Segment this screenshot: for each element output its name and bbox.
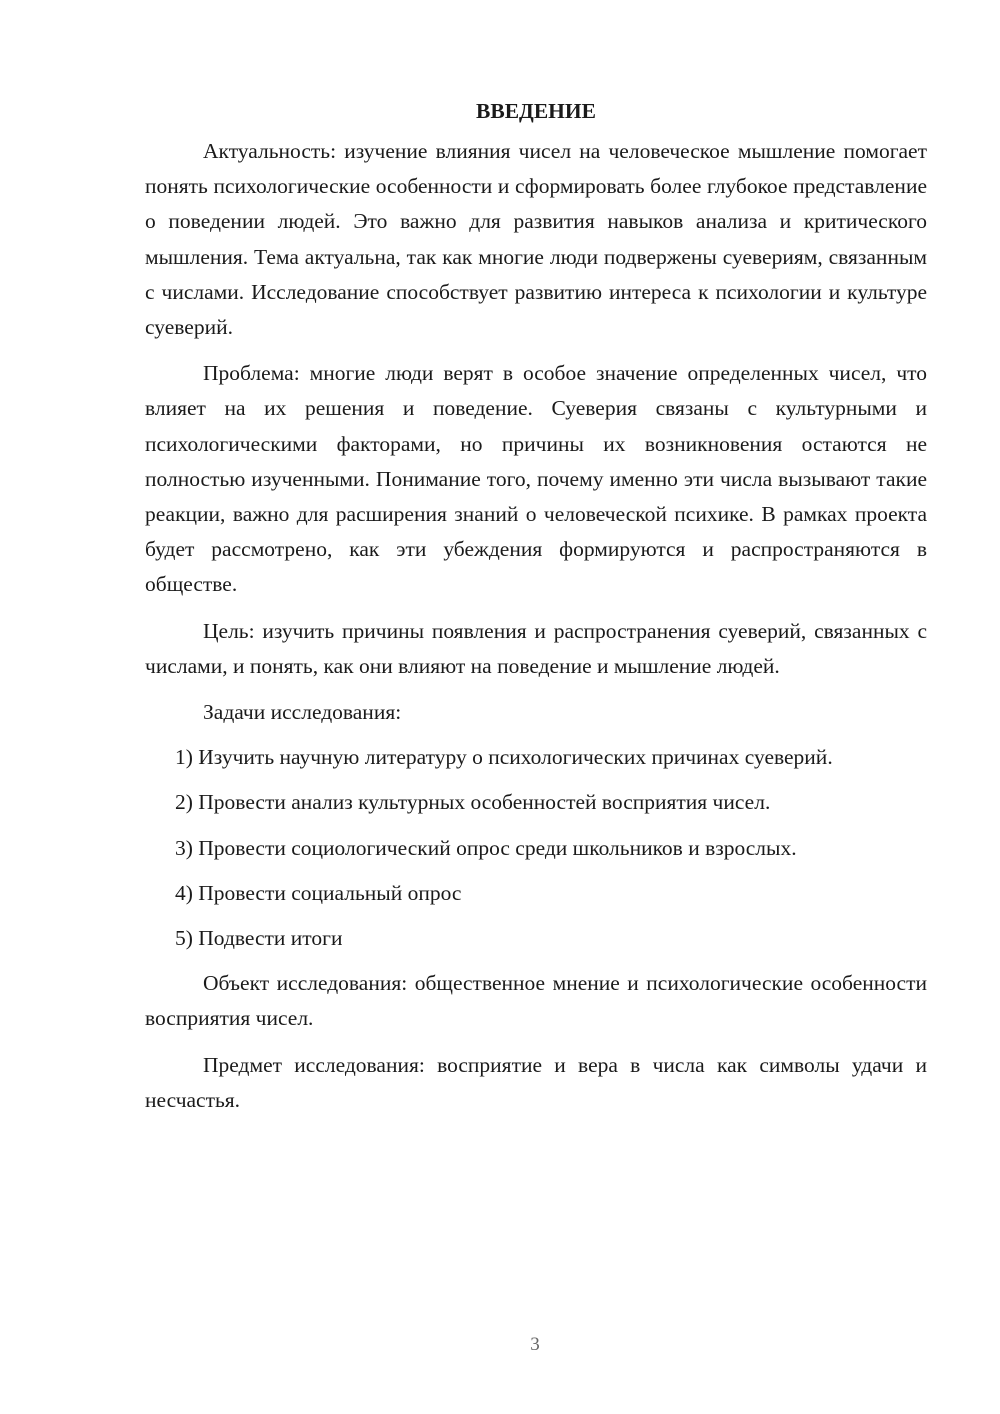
task-item-3: 3) Провести социологический опрос среди школьников и взрослых. <box>175 835 797 860</box>
task-item-2: 2) Провести анализ культурных особенностей восприятия чисел. <box>175 790 771 815</box>
goal-paragraph: Цель: изучить причины появления и распространения суеверий, связанных с числами, и понять, как они влияют на поведение и мышление людей. <box>145 618 927 678</box>
task-item-5: 5) Подвести итоги <box>175 926 343 951</box>
problem-paragraph: Проблема: многие люди верят в особое значение определенных чисел, что влияет на их решения и поведение. Суеверия связаны с культурными и психологическими факторами, но причины их возникновения остаются не полностью изученными. Понимание того, почему именно эти числа вызывают такие реакции, важно для расширения знаний о человеческой психике. В рамках проекта будет рассмотрено, как эти убеждения формируются и распространяются в обществе. <box>145 361 927 597</box>
page-content <box>145 96 927 1129</box>
subject-paragraph: Предмет исследования: восприятие и вера в числа как символы удачи и несчастья. <box>145 1052 927 1112</box>
task-item-4: 4) Провести социальный опрос <box>175 880 462 905</box>
tasks-heading: Задачи исследования: <box>203 700 402 725</box>
page-title: ВВЕДЕНИЕ <box>476 99 596 123</box>
task-item-1: 1) Изучить научную литературу о психологических причинах суеверий. <box>175 745 833 770</box>
object-paragraph: Объект исследования: общественное мнение и психологические особенности восприятия чисел. <box>145 971 927 1031</box>
relevance-paragraph: Актуальность: изучение влияния чисел на человеческое мышление помогает понять психологические особенности и сформировать более глубокое представление о поведении людей. Это важно для развития навыков анализа и критического мышления. Тема актуальна, так как многие люди подвержены суевериям, связанным с числами. Исследование способствует развитию интереса к психологии и культуре суеверий. <box>145 139 927 340</box>
page-number: 3 <box>530 1334 540 1355</box>
